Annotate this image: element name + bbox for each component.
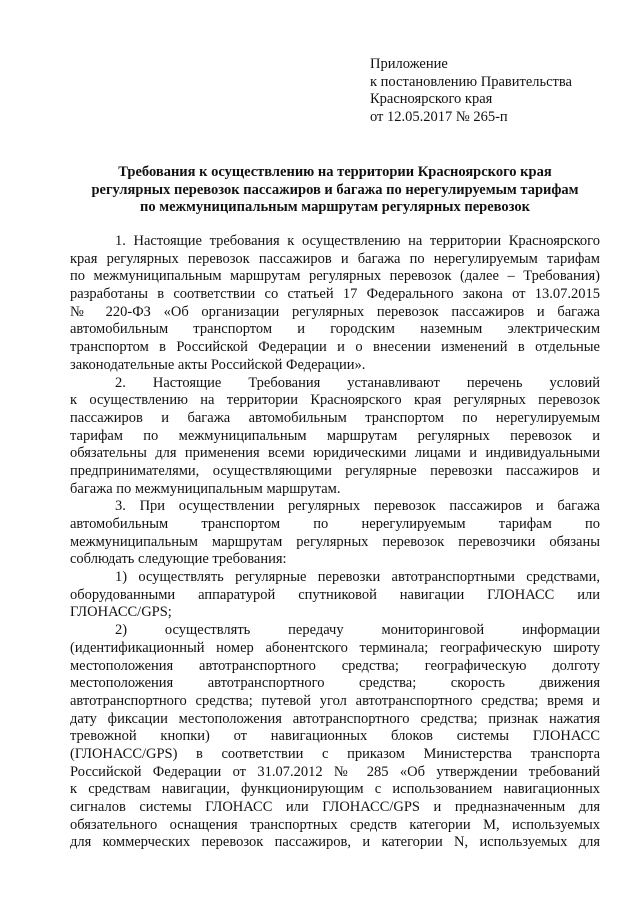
annex-line: Красноярского края [370, 91, 493, 107]
body-line: 2) осуществлять передачу мониторинговой информации [115, 622, 600, 639]
body-line: разработаны в соответствии со статьей 17 Федерального закона от 13.07.2015 [70, 286, 600, 303]
body-line: багажа по межмуниципальным маршрутам. [70, 480, 341, 497]
body-line: ГЛОНАСС/GPS; [70, 604, 172, 621]
body-line: пассажиров и багажа автомобильным транспортом по нерегулируемым [70, 409, 600, 426]
annex-line: к постановлению Правительства [370, 73, 572, 90]
body-line: предпринимателями, осуществляющими регулярные перевозки пассажиров и [70, 462, 600, 479]
body-line: к средствам навигации, функционирующим с использованием навигационных [70, 781, 600, 798]
body-line: обязательного оснащения транспортных средств категории М, используемых [70, 816, 600, 833]
title-line: регулярных перевозок пассажиров и багажа по нерегулируемым тарифам [91, 181, 579, 198]
body-line: обязательны для применения всеми юридическими лицами и индивидуальными [70, 445, 600, 462]
body-line: для коммерческих перевозок пассажиров, и категории N, используемых для [70, 834, 600, 851]
body-line: по межмуниципальным маршрутам регулярных перевозок (далее – Требования) [70, 268, 600, 285]
body-line: сигналов системы ГЛОНАСС или ГЛОНАСС/GPS и предназначенным для [70, 799, 600, 815]
body-line: к осуществлению на территории Красноярского края регулярных перевозок [70, 392, 600, 409]
body-line: тарифам по межмуниципальным маршрутам регулярных перевозок и [70, 427, 600, 444]
title-line: Требования к осуществлению на территории Красноярского края [118, 164, 552, 180]
body-line: местоположения автотранспортного средства; географическую долготу [70, 657, 600, 674]
body-line: 1. Настоящие требования к осуществлению на территории Красноярского [115, 233, 600, 249]
body-line: автомобильным транспортом по нерегулируемым тарифам по [70, 516, 600, 532]
title-line: по межмуниципальным маршрутам регулярных перевозок [139, 199, 530, 215]
body-line: 1) осуществлять регулярные перевозки автотранспортными средствами, [115, 569, 600, 586]
body-line: 2. Настоящие Требования устанавливают перечень условий [115, 374, 600, 391]
annex-line: Приложение [370, 56, 448, 72]
document-body [70, 233, 600, 852]
body-line: края регулярных перевозок пассажиров и багажа по нерегулируемым тарифам [70, 250, 600, 267]
body-line: транспортом в Российской Федерации и о внесении изменений в отдельные [70, 339, 600, 356]
annex-line: от 12.05.2017 № 265-п [370, 108, 508, 125]
body-line: законодательные акты Российской Федерации». [70, 356, 366, 373]
body-line: местоположения автотранспортного средства; скорость движения [70, 675, 600, 692]
body-line: соблюдать следующие требования: [70, 551, 287, 568]
annex-block [370, 56, 630, 126]
body-line: автомобильным транспортом и городским наземным электрическим [70, 321, 600, 338]
body-line: межмуниципальным маршрутам регулярных перевозок перевозчики обязаны [70, 533, 600, 550]
body-line: № 220-ФЗ «Об организации регулярных перевозок пассажиров и багажа [70, 303, 600, 320]
body-line: 3. При осуществлении регулярных перевозок пассажиров и багажа [115, 498, 600, 515]
body-line: (идентификационный номер абонентского терминала; географическую широту [70, 639, 600, 656]
body-line: оборудованными аппаратурой спутниковой навигации ГЛОНАСС или [70, 586, 600, 603]
body-line: Российской Федерации от 31.07.2012 № 285 «Об утверждении требований [70, 763, 600, 780]
body-line: тревожной кнопки) от навигационных блоков системы ГЛОНАСС [70, 728, 600, 745]
body-line: автотранспортного средства; путевой угол автотранспортного средства; время и [70, 692, 600, 709]
body-line: дату фиксации местоположения автотранспортного средства; признак нажатия [70, 710, 600, 727]
body-line: (ГЛОНАСС/GPS) в соответствии с приказом Министерства транспорта [70, 745, 600, 762]
document-title [70, 164, 600, 217]
